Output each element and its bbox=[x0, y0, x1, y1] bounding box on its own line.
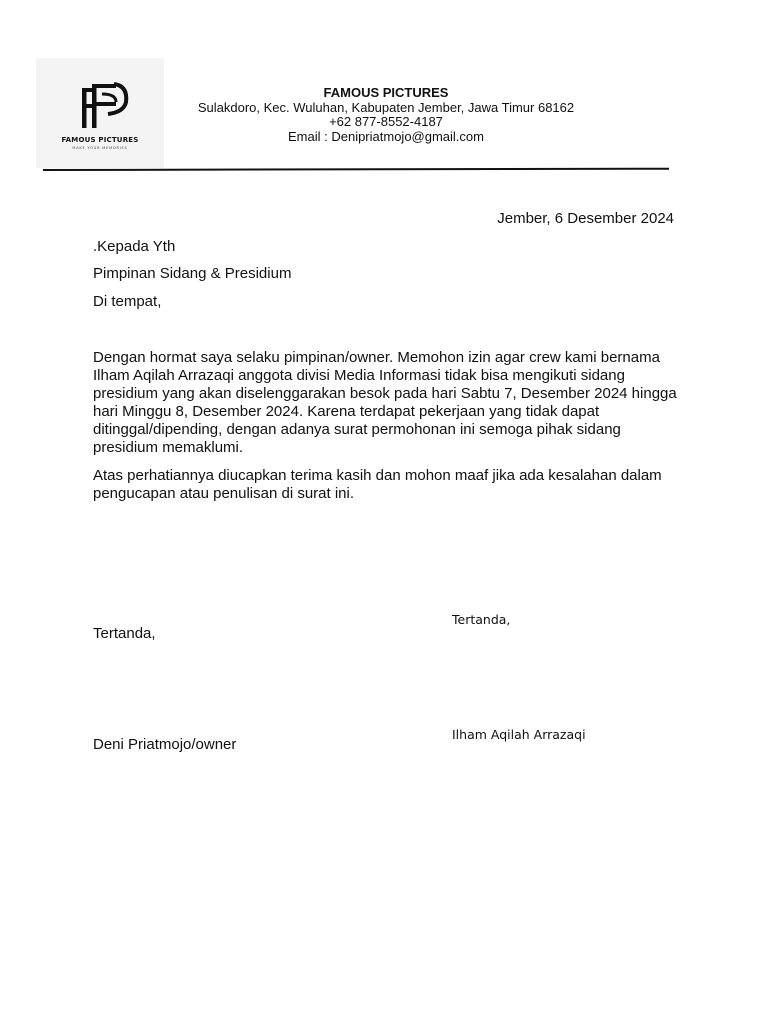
signature-label-right: Tertanda, bbox=[452, 612, 511, 627]
logo-tagline: MAKE YOUR MEMORIES bbox=[72, 146, 128, 150]
recipient-place: Di tempat, bbox=[93, 293, 162, 310]
company-phone: +62 877-8552-4187 bbox=[329, 114, 443, 129]
company-address: Sulakdoro, Kec. Wuluhan, Kabupaten Jember, Jawa Timur 68162 bbox=[197, 99, 575, 115]
letterhead-divider bbox=[43, 168, 669, 171]
signature-name-right: Ilham Aqilah Arrazaqi bbox=[452, 727, 586, 742]
recipient-name: Pimpinan Sidang & Presidium bbox=[93, 265, 292, 282]
logo-label: FAMOUS PICTURES bbox=[61, 136, 139, 144]
body-paragraph-2: Atas perhatiannya diucapkan terima kasih dan mohon maaf jika ada kesalahan dalam pengucapan atau penulisan di surat ini. bbox=[93, 467, 662, 502]
signature-name-left: Deni Priatmojo/owner bbox=[93, 736, 237, 753]
letter-date: Jember, 6 Desember 2024 bbox=[497, 210, 674, 227]
company-name: FAMOUS PICTURES bbox=[323, 85, 449, 100]
company-email: Email : Denipriatmojo@gmail.com bbox=[288, 128, 484, 144]
company-logo bbox=[36, 58, 164, 168]
fp-monogram-logo-icon bbox=[36, 58, 164, 168]
signature-label-left: Tertanda, bbox=[93, 625, 156, 642]
recipient-salutation: .Kepada Yth bbox=[93, 238, 176, 255]
body-paragraph-1: Dengan hormat saya selaku pimpinan/owner. Memohon izin agar crew kami bernama Ilham Aqilah Arrazaqi anggota divisi Media Informasi tidak bisa mengikuti sidang presidium yang akan diselenggarakan besok pada hari Sabtu 7, Desember 2024 hingga hari Minggu 8, Desember 2024. Karena terdapat pekerjaan yang tidak dapat ditinggal/dipending, dengan adanya surat permohonan ini semoga pihak sidang presidium memaklumi. bbox=[93, 349, 677, 456]
letterhead bbox=[170, 86, 602, 144]
